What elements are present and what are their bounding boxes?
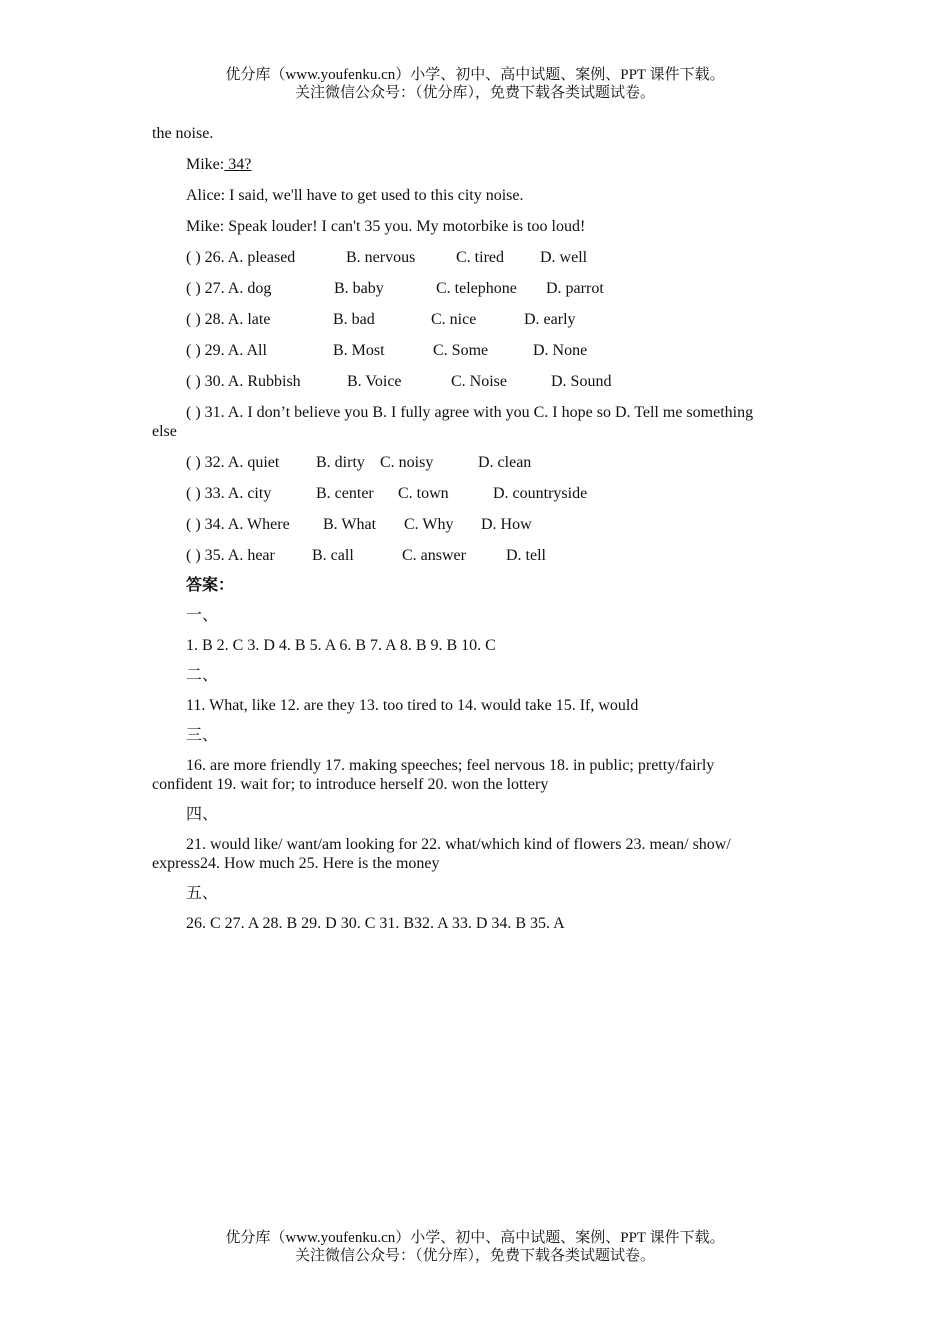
footer-line-1: 优分库（www.youfenku.cn）小学、初中、高中试题、案例、PPT 课件下载。 — [225, 1230, 725, 1246]
option-b: B. Voice — [347, 373, 402, 390]
answers-section-5: 26. C 27. A 28. B 29. D 30. C 31. B32. A 33. D 34. B 35. A — [186, 915, 565, 932]
passage-continuation: the noise. — [152, 125, 214, 142]
option-b: B. nervous — [346, 249, 416, 266]
option-b: B. dirty — [316, 454, 365, 471]
option-d: D. early — [524, 311, 576, 328]
answers-section-2: 11. What, like 12. are they 13. too tired to 14. would take 15. If, would — [186, 697, 639, 714]
question-stem: ( ) 26. A. pleased — [186, 249, 296, 266]
option-c: C. telephone — [436, 280, 517, 297]
answers-heading: 答案： — [186, 577, 235, 594]
option-b: B. center — [316, 485, 374, 502]
section-label-4: 四、 — [186, 806, 219, 823]
option-c: C. answer — [402, 547, 466, 564]
header-line-1: 优分库（www.youfenku.cn）小学、初中、高中试题、案例、PPT 课件下载。 — [225, 67, 725, 83]
question-stem: ( ) 30. A. Rubbish — [186, 373, 301, 390]
answers-section-3: 16. are more friendly 17. making speeches; feel nervous 18. in public; pretty/fairly confident 19. wait for; to introduce herself 20. won the lottery — [152, 757, 715, 793]
option-c: C. noisy — [380, 454, 434, 471]
option-d: D. well — [540, 249, 588, 266]
option-b: B. What — [323, 516, 377, 533]
option-b: B. call — [312, 547, 354, 564]
option-c: C. Noise — [451, 373, 507, 390]
option-b: B. Most — [333, 342, 385, 359]
option-d: D. Sound — [551, 373, 612, 390]
section-label-1: 一、 — [186, 607, 219, 624]
question-stem: ( ) 33. A. city — [186, 485, 272, 502]
footer-line-2: 关注微信公众号：（优分库），免费下载各类试题试卷。 — [294, 1248, 655, 1264]
question-stem: ( ) 29. A. All — [186, 342, 267, 359]
option-d: D. clean — [478, 454, 532, 471]
blank-34: 34? — [224, 156, 252, 173]
option-d: D. How — [481, 516, 532, 533]
question-stem: ( ) 28. A. late — [186, 311, 271, 328]
dialogue-mike-2: Mike: Speak louder! I can't 35 you. My motorbike is too loud! — [186, 218, 586, 235]
section-label-2: 二、 — [186, 667, 219, 684]
page-header — [0, 66, 950, 102]
option-b: B. bad — [333, 311, 375, 328]
option-c: C. Some — [433, 342, 489, 359]
speaker-mike: Mike: — [186, 156, 225, 173]
option-b: B. baby — [334, 280, 384, 297]
option-d: D. None — [533, 342, 588, 359]
question-stem: ( ) 34. A. Where — [186, 516, 290, 533]
dialogue-alice: Alice: I said, we'll have to get used to this city noise. — [186, 187, 524, 204]
answers-section-4: 21. would like/ want/am looking for 22. what/which kind of flowers 23. mean/ show/ express24. How much 25. Here is the money — [152, 836, 731, 872]
option-c: C. tired — [456, 249, 504, 266]
question-stem: ( ) 32. A. quiet — [186, 454, 280, 471]
option-d: D. tell — [506, 547, 546, 564]
option-c: C. town — [398, 485, 449, 502]
question-stem: ( ) 27. A. dog — [186, 280, 272, 297]
option-c: C. nice — [431, 311, 477, 328]
option-d: D. countryside — [493, 485, 588, 502]
dialogue-mike-1 — [186, 155, 251, 174]
option-c: C. Why — [404, 516, 454, 533]
question-31: ( ) 31. A. I don’t believe you B. I fully agree with you C. I hope so D. Tell me something else — [152, 404, 754, 440]
section-label-3: 三、 — [186, 727, 219, 744]
answers-section-1: 1. B 2. C 3. D 4. B 5. A 6. B 7. A 8. B 9. B 10. C — [186, 637, 496, 654]
option-d: D. parrot — [546, 280, 604, 297]
page-footer — [0, 1229, 950, 1265]
section-label-5: 五、 — [186, 885, 219, 902]
header-line-2: 关注微信公众号：（优分库），免费下载各类试题试卷。 — [294, 85, 655, 101]
question-stem: ( ) 35. A. hear — [186, 547, 275, 564]
